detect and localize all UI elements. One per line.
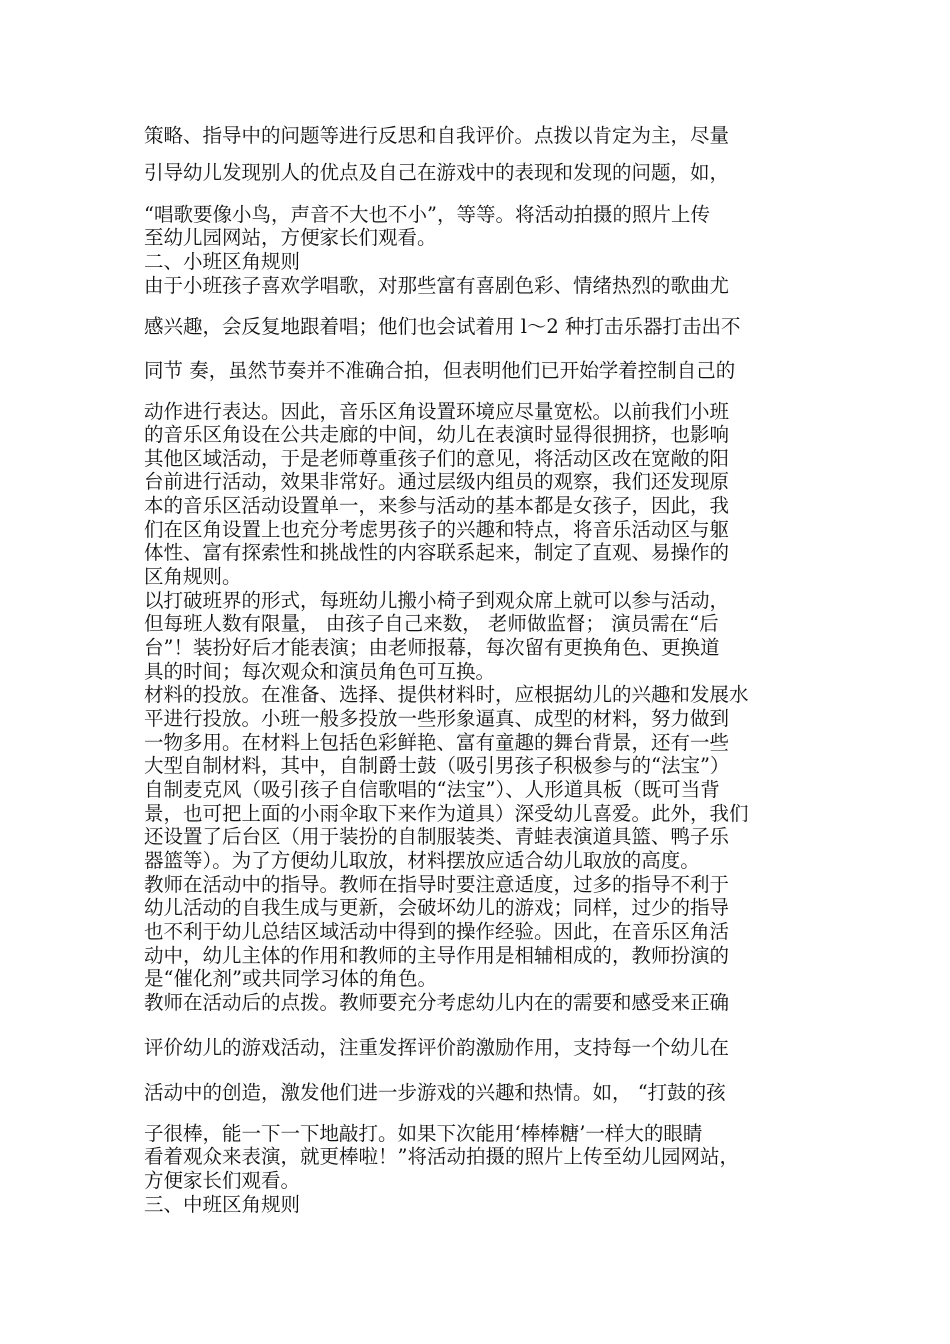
paragraph-line: 看着观众来表演，就更棒啦！”将活动拍摄的照片上传至幼儿园网站， bbox=[144, 1145, 739, 1168]
paragraph-line: 教师在活动中的指导。教师在指导时要注意适度，过多的指导不利于 bbox=[144, 873, 730, 896]
paragraph-line: 材料的投放。在准备、选择、提供材料时，应根据幼儿的兴趣和发展水 bbox=[144, 683, 749, 706]
paragraph-line: 台”！装扮好后才能表演；由老师报幕，每次留有更换角色、更换道 bbox=[144, 636, 720, 659]
paragraph-line: 幼儿活动的自我生成与更新，会破坏幼儿的游戏；同样，过少的指导 bbox=[144, 896, 730, 919]
paragraph-line: 区角规则。 bbox=[144, 565, 242, 588]
paragraph-line: 子很棒，能一下一下地敲打。如果下次能用‘棒棒糖’一样大的眼睛 bbox=[144, 1122, 703, 1145]
paragraph-line: 体性、富有探索性和挑战性的内容联系起来，制定了直观、易操作的 bbox=[144, 541, 730, 564]
paragraph-line: 以打破班界的形式，每班幼儿搬小椅子到观众席上就可以参与活动， bbox=[144, 589, 730, 612]
paragraph-line: 活动中的创造，激发他们进一步游戏的兴趣和热情。如， “打鼓的孩 bbox=[144, 1081, 726, 1104]
paragraph-line: 引导幼儿发现别人的优点及自己在游戏中的表现和发现的问题，如， bbox=[144, 161, 730, 184]
paragraph-line: 同节 奏，虽然节奏并不准确合拍，但表明他们已开始学着控制自己的 bbox=[144, 359, 736, 382]
paragraph-line: 其他区域活动，于是老师尊重孩子们的意见，将活动区改在宽敞的阳 bbox=[144, 447, 730, 470]
paragraph-line: 台前进行活动，效果非常好。通过层级内组员的观察，我们还发现原 bbox=[144, 470, 730, 493]
paragraph-line: 教师在活动后的点拨。教师要充分考虑幼儿内在的需要和感受来正确 bbox=[144, 991, 730, 1014]
paragraph-line: 大型自制材料，其中，自制爵士鼓（吸引男孩子积极参与的“法宝”） bbox=[144, 754, 730, 777]
paragraph-line: 至幼儿园网站，方便家长们观看。 bbox=[144, 226, 437, 249]
paragraph-line: 具的时间；每次观众和演员角色可互换。 bbox=[144, 660, 496, 683]
paragraph-line: 动中，幼儿主体的作用和教师的主导作用是相辅相成的，教师扮演的 bbox=[144, 944, 730, 967]
paragraph-line: 是“催化剂”或共同学习体的角色。 bbox=[144, 967, 437, 990]
paragraph-line: 的音乐区角设在公共走廊的中间，幼儿在表演时显得很拥挤，也影响 bbox=[144, 423, 730, 446]
paragraph-line: 景，也可把上面的小雨伞取下来作为道具）深受幼儿喜爱。此外，我们 bbox=[144, 802, 749, 825]
paragraph-line: 本的音乐区活动设置单一，来参与活动的基本都是女孩子，因此，我 bbox=[144, 494, 730, 517]
paragraph-line: 平进行投放。小班一般多投放一些形象逼真、成型的材料，努力做到 bbox=[144, 707, 730, 730]
section-heading: 二、小班区角规则 bbox=[144, 250, 301, 273]
paragraph-line: 由于小班孩子喜欢学唱歌，对那些富有喜剧色彩、情绪热烈的歌曲尤 bbox=[144, 274, 730, 297]
paragraph-line: “唱歌要像小鸟，声音不大也不小”，等等。将活动拍摄的照片上传 bbox=[144, 203, 710, 226]
paragraph-line: 自制麦克风（吸引孩子自信歌唱的“法宝”）、人形道具板（既可当背 bbox=[144, 778, 720, 801]
paragraph-line: 策略、指导中的问题等进行反思和自我评价。点拨以肯定为主，尽量 bbox=[144, 124, 730, 147]
paragraph-line: 方便家长们观看。 bbox=[144, 1169, 301, 1192]
paragraph-line: 评价幼儿的游戏活动，注重发挥评价韵激励作用，支持每一个幼儿在 bbox=[144, 1036, 730, 1059]
paragraph-line: 一物多用。在材料上包括色彩鲜艳、富有童趣的舞台背景，还有一些 bbox=[144, 731, 730, 754]
paragraph-line: 也不利于幼儿总结区域活动中得到的操作经验。因此，在音乐区角活 bbox=[144, 920, 730, 943]
paragraph-line: 们在区角设置上也充分考虑男孩子的兴趣和特点，将音乐活动区与躯 bbox=[144, 518, 730, 541]
section-heading: 三、中班区角规则 bbox=[144, 1193, 301, 1216]
paragraph-line: 感兴趣，会反复地跟着唱；他们也会试着用 l～2 种打击乐器打击出不 bbox=[144, 315, 741, 338]
paragraph-line: 动作进行表达。因此，音乐区角设置环境应尽量宽松。以前我们小班 bbox=[144, 400, 730, 423]
paragraph-line: 但每班人数有限量， 由孩子自己来数， 老师做监督； 演员需在“后 bbox=[144, 612, 719, 635]
paragraph-line: 器篮等）。为了方便幼儿取放，材料摆放应适合幼儿取放的高度。 bbox=[144, 849, 700, 872]
paragraph-line: 还设置了后台区（用于装扮的自制服装类、青蛙表演道具篮、鸭子乐 bbox=[144, 825, 730, 848]
